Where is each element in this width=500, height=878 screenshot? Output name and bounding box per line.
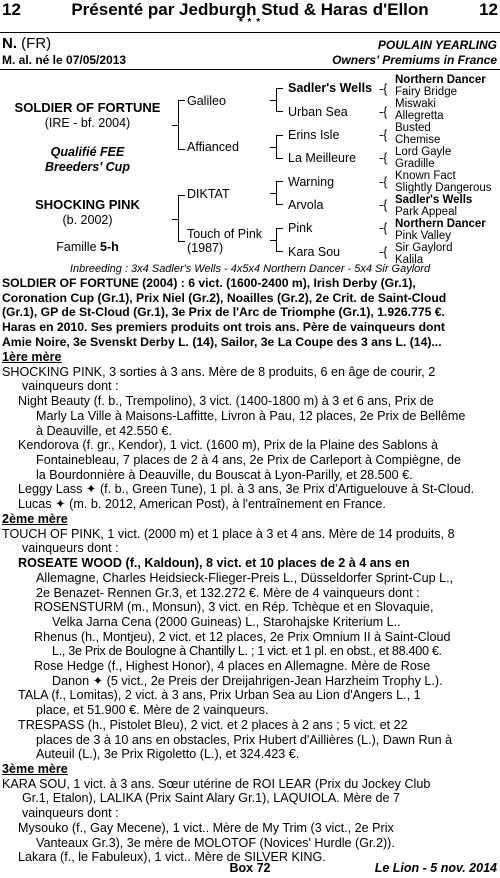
lot-number-left: 12	[2, 0, 21, 19]
gen4-7: Lord Gayle	[395, 146, 452, 158]
gen4-4: Allegretta	[395, 110, 444, 122]
produce-trespass: TRESPASS (h., Pistolet Bleu), 2 vict. et 2 places à 2 ans ; 5 vict. et 22	[18, 717, 408, 732]
gen2-galileo: Galileo	[187, 94, 226, 108]
third-dam-intro: KARA SOU, 1 vict. à 3 ans. Sœur utérine de ROI LEAR (Prix du Jockey Club	[2, 776, 431, 791]
gen3-erins-isle: Erins Isle	[288, 128, 340, 142]
sire-breeders-cup: Breeders' Cup	[45, 160, 130, 174]
family-label: Famille	[56, 240, 97, 254]
consignor-title: Présenté par Jedburgh Stud & Haras d'Ellon	[71, 0, 429, 19]
inbreeding-line: Inbreeding : 3x4 Sadler's Wells - 4x5x4 Northern Dancer - 5x4 Sir Gaylord	[69, 263, 431, 275]
gen4-connector-1: -{	[379, 82, 388, 96]
gen4-connector-3: -{	[379, 128, 388, 142]
bracket-dam	[178, 195, 185, 242]
bracket-touch-of-pink	[276, 228, 283, 252]
produce-roseate-wood-cont: 2e Benazet- Rennen Gr.3, et 132.272 €. Mère de 4 vainqueurs dont :	[36, 585, 420, 600]
gen3-urban-sea: Urban Sea	[288, 105, 348, 119]
produce-leggy-lass: Leggy Lass ✦ (f. b., Green Tune), 1 pl. à 3 ans, 3e Prix d'Artiguelouve à St-Cloud.	[18, 482, 475, 497]
gen3-arvola: Arvola	[288, 198, 324, 212]
gen2-touch-of-pink-year: (1987)	[187, 241, 224, 255]
produce-roseate-wood: ROSEATE WOOD (f., Kaldoun), 8 vict. et 10 places de 2 à 4 ans en	[18, 556, 410, 571]
produce-lakara: Lakara (f., le Fabuleux), 1 vict.. Mère de SILVER KING.	[18, 850, 326, 865]
sire-qualification: Qualifié FEE	[50, 145, 125, 159]
sire-name: SOLDIER OF FORTUNE	[14, 100, 161, 115]
gen3-warning: Warning	[288, 175, 335, 189]
produce-rhenus: Rhenus (h., Montjeu), 2 vict. et 12 places, 2e Prix Omnium II à Saint-Cloud	[34, 629, 451, 644]
gen4-9: Known Fact	[395, 170, 456, 182]
horse-type: POULAIN YEARLING	[377, 38, 497, 52]
produce-tala-cont: place, et 51.900 €. Mère de 2 vainqueurs.	[36, 703, 269, 718]
produce-night-beauty-cont: Marly La Ville à Maisons-Laffitte, Livron à Pau, 12 places, 2e Prix de Bellême	[36, 408, 466, 423]
gen4-8: Gradille	[395, 158, 435, 170]
produce-roseate-wood-cont: Allemagne, Charles Heidsieck-Flieger-Preis L., Düsseldorfer Sprint-Cup L.,	[36, 570, 454, 585]
produce-mysouko: Mysouko (f., Gay Mecene), 1 vict.. Mère de My Trim (3 vict., 2e Prix	[18, 820, 394, 835]
first-dam-intro: SHOCKING PINK, 3 sorties à 3 ans. Mère de 8 produits, 6 en âge de courir, 2	[2, 364, 436, 379]
produce-night-beauty-cont: à Deauville, et 42.550 €.	[36, 423, 172, 438]
horse-name: N.	[2, 35, 17, 52]
third-dam-section	[2, 762, 498, 865]
sire-record-line: (Gr.1), GP de St-Cloud (Gr.1), 3e Prix de l'Arc de Triomphe (Gr.1), 1.926.775 €.	[2, 305, 445, 320]
gen4-10: Slightly Dangerous	[395, 182, 492, 194]
third-dam-heading: 3ème mère	[2, 762, 68, 776]
sire-record-line: Amie Noire, 3e Svenskt Derby L. (14), Sailor, 3e La Coupe des 3 ans L. (14)...	[2, 334, 442, 349]
produce-trespass-cont: places de 3 à 10 ans en obstacles, Prix Hubert d'Aillières (L.), Dawn Run à	[36, 732, 453, 747]
sire-record	[2, 276, 498, 350]
dam-family	[0, 240, 175, 254]
gen3-sadlers-wells: Sadler's Wells	[288, 81, 373, 95]
second-dam-section	[2, 512, 498, 762]
gen2-touch-of-pink: Touch of Pink	[187, 227, 263, 241]
bracket-affianced	[276, 135, 283, 159]
gen4-5: Busted	[395, 122, 431, 134]
produce-tala: TALA (f., Lomitas), 2 vict. à 3 ans, Prix Urban Sea au Lion d'Angers L., 1	[18, 688, 421, 703]
bracket-diktat	[276, 181, 283, 205]
gen4-15: Sir Gaylord	[395, 242, 453, 254]
second-dam-intro: TOUCH OF PINK, 1 vict. (2000 m) et 1 place à 3 et 4 ans. Mère de 14 produits, 8	[2, 526, 455, 541]
gen4-connector-7: -{	[379, 221, 388, 235]
gen4-3: Miswaki	[395, 98, 436, 110]
sire-record-line: Coronation Cup (Gr.1), Prix Niel (Gr.2), Noailles (Gr.2), 2e Crit. de Saint-Cloud	[2, 290, 447, 305]
produce-trespass-cont: Auteuil (L.), 3e Prix Rigoletto (L.), et 324.423 €.	[36, 747, 300, 762]
gen4-14: Pink Valley	[395, 230, 452, 242]
box-number: Box 72	[229, 861, 271, 875]
sire-record-line: SOLDIER OF FORTUNE (2004) : 6 vict. (1600-2400 m), Irish Derby (Gr.1),	[2, 276, 416, 290]
second-dam-intro-cont: vainqueurs dont :	[22, 541, 119, 556]
horse-country: (FR)	[21, 35, 52, 52]
gen2-affianced: Affianced	[187, 140, 239, 154]
gen4-connector-5: -{	[379, 175, 388, 189]
third-dam-intro-cont: vainqueurs dont :	[22, 806, 119, 821]
gen4-13: Northern Dancer	[395, 218, 486, 230]
lot-number-right: 12	[479, 0, 498, 19]
gen2-diktat: DIKTAT	[187, 187, 230, 201]
horse-id	[2, 35, 51, 52]
produce-kendorova-cont: la Bourdonnière à Deauville, du Bouscat à Lyon-Parilly, et 28.500 €.	[36, 467, 413, 482]
gen3-kara-sou: Kara Sou	[288, 245, 341, 259]
produce-rose-hedge-cont: Danon ✦ (5 vict., 2e Preis der Dreijahrigen-Jean Harzheim Trophy L.).	[52, 673, 443, 688]
produce-rhenus-cont: L., 3e Prix de Boulogne à Chantilly L. ; 1 vict. et 1 pl. en obst., et 88.400 €.	[52, 644, 442, 659]
produce-lucas: Lucas ✦ (m. b. 2012, American Post), à l'entraînement en France.	[18, 497, 386, 512]
gen4-1: Northern Dancer	[395, 74, 486, 86]
produce-mysouko-cont: Vanteaux Gr.3), 3e mère de MOLOTOF (Novices' Hurdle (Gr.2)).	[36, 835, 395, 850]
gen4-connector-6: -{	[379, 198, 388, 212]
second-dam-heading: 2ème mère	[2, 512, 68, 526]
gen4-2: Fairy Bridge	[395, 86, 457, 98]
first-dam-heading: 1ère mère	[2, 350, 62, 364]
produce-rosensturm-cont: Velka Jarna Cena (2000 Guineas) L., Starohajske Kriterium L..	[52, 614, 401, 629]
third-dam-intro-cont: Gr.1, Etalon), LALIKA (Prix Saint Alary Gr.1), LAQUIOLA. Mère de 7	[22, 791, 400, 806]
produce-night-beauty: Night Beauty (f. b., Trempolino), 3 vict. (1400-1800 m) à 3 et 6 ans, Prix de	[18, 394, 434, 409]
sire-info: (IRE - bf. 2004)	[44, 116, 131, 130]
dam-info: (b. 2002)	[62, 213, 113, 227]
header-stars: * * *	[238, 17, 262, 28]
sire-record-line: Haras en 2010. Ses premiers produits ont trois ans. Père de vainqueurs dont	[2, 320, 445, 335]
first-dam-intro-cont: vainqueurs dont :	[22, 379, 119, 394]
gen4-12: Park Appeal	[395, 206, 458, 218]
dam-name: SHOCKING PINK	[35, 197, 140, 212]
produce-rosensturm: ROSENSTURM (m., Monsun), 3 vict. en Rép. Tchèque et en Slovaquie,	[34, 600, 434, 615]
produce-kendorova-cont: Fontainebleau, 7 places de 2 à 4 ans, 2e Prix de Carleport à Compiègne, de	[36, 452, 461, 467]
gen4-6: Chemise	[395, 134, 441, 146]
gen4-connector-4: -{	[379, 151, 388, 165]
owners-premiums: Owners' Premiums in France	[332, 53, 497, 67]
horse-birth: M. al. né le 07/05/2013	[2, 53, 127, 67]
gen4-connector-8: -{	[379, 245, 388, 259]
family-number: 5-h	[100, 240, 119, 254]
produce-kendorova: Kendorova (f. gr., Kendor), 1 vict. (1600 m), Prix de la Plaine des Sablons à	[18, 438, 439, 453]
gen3-pink: Pink	[288, 221, 313, 235]
gen3-la-meilleure: La Meilleure	[288, 151, 357, 165]
sale-date: Le Lion - 5 nov. 2014	[374, 861, 497, 875]
top-rule	[0, 32, 500, 33]
first-dam-section	[2, 350, 498, 512]
gen4-11: Sadler's Wells	[395, 194, 473, 206]
bracket-sire	[178, 100, 185, 150]
pedigree-rule	[0, 69, 500, 70]
bracket-galileo	[276, 88, 283, 112]
produce-rose-hedge: Rose Hedge (f., Highest Honor), 4 places en Allemagne. Mère de Rose	[34, 659, 431, 674]
gen4-connector-2: -{	[379, 105, 388, 119]
gen4-16: Kalila	[395, 254, 424, 266]
